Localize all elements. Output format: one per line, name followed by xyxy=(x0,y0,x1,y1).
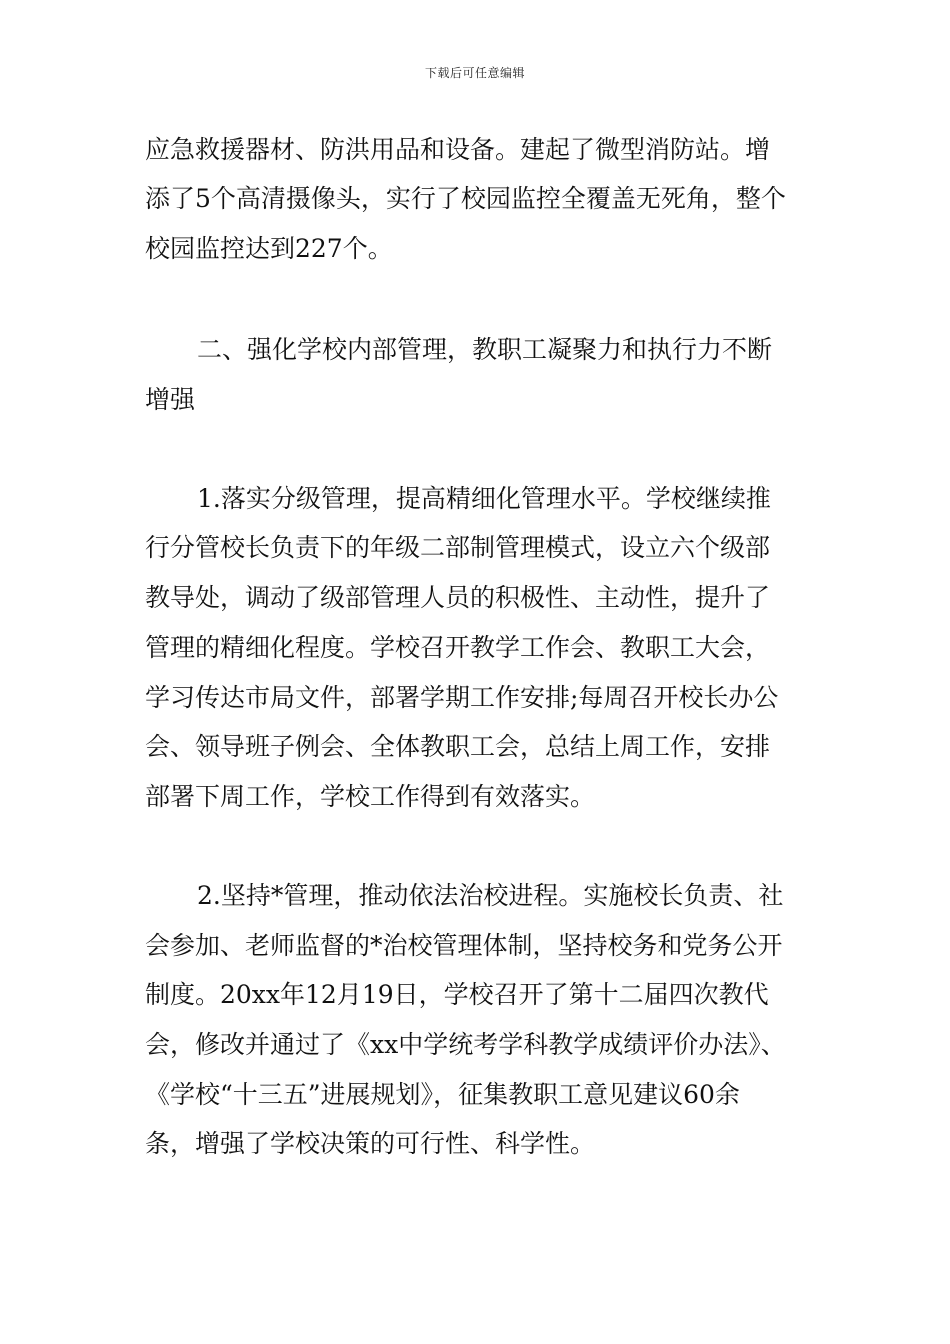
paragraph-line: 管理的精细化程度。学校召开教学工作会、教职工大会， xyxy=(145,633,771,662)
paragraph-line: 《学校“十三五”进展规划》，征集教职工意见建议60余 xyxy=(145,1080,740,1109)
heading-line: 二、强化学校内部管理，教职工凝聚力和执行力不断 xyxy=(197,335,773,364)
paragraph-line: 1.落实分级管理，提高精细化管理水平。学校继续推 xyxy=(197,484,771,513)
paragraph-line: 教导处，调动了级部管理人员的积极性、主动性，提升了 xyxy=(145,583,771,612)
paragraph-line: 添了5个高清摄像头，实行了校园监控全覆盖无死角，整个 xyxy=(145,184,786,213)
paragraph-line: 制度。20xx年12月19日，学校召开了第十二届四次教代 xyxy=(145,980,769,1009)
paragraph-line: 校园监控达到227个。 xyxy=(145,234,393,263)
page-header-note: 下载后可任意编辑 xyxy=(424,66,525,80)
paragraph-line: 会参加、老师监督的*治校管理体制，坚持校务和党务公开 xyxy=(145,931,783,960)
paragraph-line: 条，增强了学校决策的可行性、科学性。 xyxy=(145,1129,596,1158)
paragraph-line: 会、领导班子例会、全体教职工会，总结上周工作，安排 xyxy=(145,732,771,761)
paragraph-line: 会，修改并通过了《xx中学统考学科教学成绩评价办法》、 xyxy=(145,1030,786,1059)
paragraph-line: 部署下周工作，学校工作得到有效落实。 xyxy=(145,782,596,811)
paragraph-line: 2.坚持*管理，推动依法治校进程。实施校长负责、社 xyxy=(197,881,784,910)
paragraph-line: 行分管校长负责下的年级二部制管理模式，设立六个级部 xyxy=(145,533,771,562)
paragraph-line: 学习传达市局文件，部署学期工作安排;每周召开校长办公 xyxy=(145,683,779,712)
heading-line: 增强 xyxy=(145,385,196,414)
paragraph-line: 应急救援器材、防洪用品和设备。建起了微型消防站。增 xyxy=(145,135,771,164)
